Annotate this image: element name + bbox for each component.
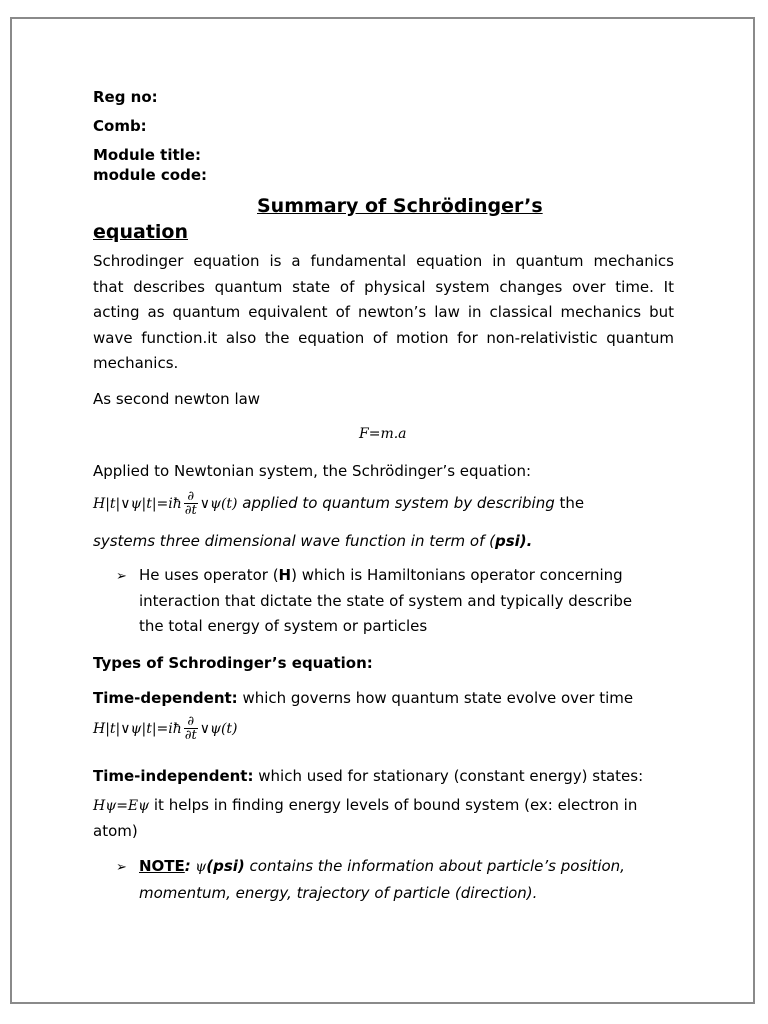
ti-desc-line2: atom) — [93, 822, 138, 840]
types-heading: Types of Schrodinger’s equation: — [93, 654, 373, 672]
comb-label: Comb: — [93, 117, 147, 135]
fraction-numerator: ∂ — [184, 715, 198, 729]
applied-eq-fraction — [184, 490, 198, 517]
note-colon: : — [184, 857, 191, 875]
reg-no-label: Reg no: — [93, 88, 158, 106]
time-dependent-equation — [93, 715, 238, 742]
bullet-line — [139, 563, 669, 589]
time-independent-line — [93, 767, 643, 785]
time-dependent-text: which governs how quantum state evolve over time — [237, 689, 634, 707]
fraction-denominator: ∂t — [184, 728, 197, 743]
intro-line: acting as quantum equivalent of newton’s law in classical mechanics but — [93, 303, 674, 321]
intro-paragraph — [93, 249, 674, 377]
note-psi-bold: (psi) — [206, 857, 245, 875]
applied-line2-bold: psi). — [494, 532, 533, 550]
applied-desc-plain: the — [554, 494, 585, 512]
bullet-pre: He uses operator ( — [139, 566, 279, 584]
bullet-post: ) which is Hamiltonians operator concerning — [291, 566, 623, 584]
bullet-line: interaction that dictate the state of system and typically describe — [139, 591, 633, 610]
applied-desc-italic: applied to quantum system by describing — [237, 494, 555, 512]
time-independent-label: Time-independent: — [93, 767, 254, 785]
applied-eq-right: ∨ψ(t) — [199, 496, 238, 512]
ti-desc: it helps in finding energy levels of bound system (ex: electron in — [149, 796, 638, 814]
bullet-hamiltonian — [139, 563, 669, 640]
note-block — [139, 854, 669, 906]
intro-line: mechanics. — [93, 354, 179, 372]
bullet-line: the total energy of system or particles — [139, 617, 428, 635]
applied-equation-line — [93, 490, 584, 517]
intro-line: wave function.it also the equation of motion for non-relativistic quantum — [93, 328, 674, 347]
td-eq-right: ∨ψ(t) — [199, 721, 238, 737]
note-line: momentum, energy, trajectory of particle (direction). — [139, 883, 538, 902]
bullet-arrow-icon: ➢ — [116, 569, 127, 584]
note-text1: contains the information about particle’s position, — [244, 857, 625, 875]
applied-line2-italic: systems three dimensional wave function in term of ( — [93, 532, 495, 550]
document-title-line1: Summary of Schrödinger’s — [257, 195, 543, 217]
td-eq-left: H|t|∨ψ|t|=iħ — [93, 721, 182, 737]
time-dependent-label: Time-dependent: — [93, 689, 238, 707]
bullet-bold-h: H — [278, 566, 292, 584]
note-psi-symbol: ψ — [190, 859, 207, 875]
time-independent-text: which used for stationary (constant energy) states: — [253, 767, 644, 785]
time-independent-equation-line — [93, 796, 637, 814]
intro-line: that describes quantum state of physical system changes over time. It — [93, 277, 674, 296]
fraction-numerator: ∂ — [184, 490, 198, 504]
module-code-label: module code: — [93, 166, 207, 184]
ti-equation: Hψ=Eψ — [93, 798, 150, 814]
document-title-line2: equation — [93, 221, 189, 243]
applied-eq-left: H|t|∨ψ|t|=iħ — [93, 496, 182, 512]
applied-line2 — [93, 532, 532, 550]
time-dependent-line — [93, 689, 633, 707]
note-line — [139, 854, 669, 881]
note-label: NOTE — [139, 857, 185, 875]
td-eq-fraction — [184, 715, 198, 742]
intro-line: Schrodinger equation is a fundamental equation in quantum mechanics — [93, 252, 674, 270]
note-arrow-icon: ➢ — [116, 860, 127, 875]
fraction-denominator: ∂t — [184, 503, 197, 518]
newton-label: As second newton law — [93, 390, 261, 408]
newton-equation: F=m.a — [359, 426, 407, 442]
module-title-label: Module title: — [93, 146, 201, 164]
applied-label: Applied to Newtonian system, the Schrödinger’s equation: — [93, 462, 532, 480]
